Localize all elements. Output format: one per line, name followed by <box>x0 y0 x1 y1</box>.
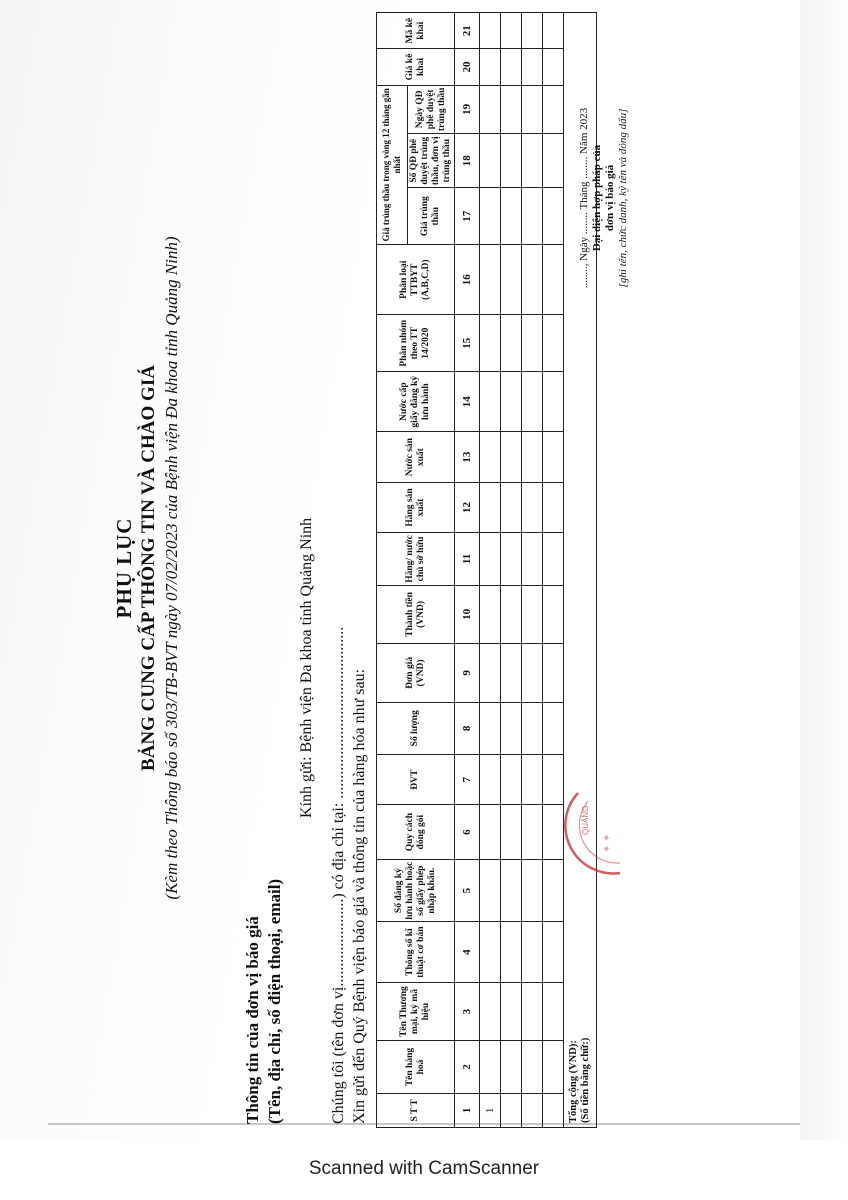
signature-role-1: Đại diện hợp pháp của <box>591 144 603 252</box>
header-cell: Nước sản xuất <box>377 432 455 482</box>
signature-date-line: ........, Ngày ........ Tháng ........ Năm 2023 <box>578 107 590 289</box>
header-cell: Nước cấp giấy đăng ký lưu hành <box>377 371 455 431</box>
column-number: 12 <box>455 482 480 532</box>
header-cell: Giá kê khai <box>377 49 455 85</box>
quotation-table <box>376 12 597 1128</box>
column-number: 11 <box>455 533 480 585</box>
appendix-label: PHỤ LỤC <box>112 517 136 619</box>
document-subtitle: (Kèm theo Thông báo số 303/TB-BVT ngày 07/02/2023 của Bệnh viện Đa khoa tỉnh Quảng Ninh) <box>162 236 181 900</box>
document-heading <box>112 8 182 1128</box>
header-cell: Mã kê khai <box>377 13 455 49</box>
intro-line-1: Chúng tôi (tên đơn vị......................) có địa chỉ tại: ........................................... <box>330 626 347 1124</box>
header-cell: Hãng sản xuất <box>377 482 455 532</box>
column-number: 17 <box>455 188 480 244</box>
table-row <box>522 13 543 1128</box>
group-header-cell: Giá trúng thầu trong vòng 12 tháng gần nhất <box>377 85 408 244</box>
total-words-label: (Số tiền bằng chữ:) <box>580 1037 591 1123</box>
signature-block <box>578 48 630 348</box>
column-number-row <box>455 13 480 1128</box>
column-number: 4 <box>455 922 480 982</box>
header-cell: Phân loại TTBYT (A,B,C,D) <box>377 244 455 315</box>
seller-info <box>242 879 286 1124</box>
column-number: 5 <box>455 859 480 922</box>
column-number: 7 <box>455 755 480 805</box>
intro-line-2: Xin gửi đến Quý Bệnh viện báo giá và thông tin của hàng hóa như sau: <box>351 668 368 1124</box>
header-cell: Ngày QĐ phê duyệt trúng thầu <box>408 85 455 133</box>
column-number: 15 <box>455 315 480 371</box>
header-cell: ĐVT <box>377 755 455 805</box>
header-cell: Phân nhóm theo TT 14/2020 <box>377 315 455 371</box>
header-cell: Tên Thương mại, ký mã hiệu <box>377 982 455 1040</box>
column-number: 13 <box>455 432 480 482</box>
column-number: 21 <box>455 13 480 49</box>
total-label: Tổng cộng (VND): <box>568 1040 579 1123</box>
seller-fields: (Tên, địa chỉ, số điện thoại, email) <box>265 878 284 1124</box>
header-cell: Thông số kĩ thuật cơ bản <box>377 922 455 982</box>
table-row <box>543 13 564 1128</box>
column-number: 14 <box>455 371 480 431</box>
header-cell: Số lượng <box>377 702 455 754</box>
header-cell: Số QĐ phê duyệt trúng thầu, đơn vị trúng thầu <box>408 134 455 188</box>
column-number: 2 <box>455 1041 480 1093</box>
table-row <box>501 13 522 1128</box>
table-header-row <box>377 13 408 1128</box>
signature-note: [ghi tên, chức danh, ký tên và đóng dấu] <box>617 108 629 288</box>
header-cell: Thành tiền (VND) <box>377 585 455 643</box>
column-number: 9 <box>455 644 480 702</box>
column-number: 16 <box>455 244 480 315</box>
camscanner-watermark: Scanned with CamScanner <box>308 1158 540 1179</box>
column-number: 6 <box>455 805 480 859</box>
partial-seal-stamp <box>558 783 628 893</box>
column-number: 8 <box>455 702 480 754</box>
header-cell: Quy cách đóng gói <box>377 805 455 859</box>
svg-text:QUẢNG: QUẢNG <box>581 805 590 835</box>
addressee-line: Kính gửi: Bệnh viện Đa khoa tỉnh Quảng Ninh <box>298 517 315 818</box>
column-number: 1 <box>455 1093 480 1127</box>
document-title: BẢNG CUNG CẤP THÔNG TIN VÀ CHÀO GIÁ <box>138 365 159 771</box>
column-number: 19 <box>455 85 480 133</box>
column-number: 10 <box>455 585 480 643</box>
header-cell: Số đăng ký lưu hành hoặc số giấy phép nhập khẩu. <box>377 859 455 922</box>
seller-heading: Thông tin của đơn vị báo giá <box>243 916 262 1124</box>
table-row <box>480 13 501 1128</box>
row-stt: 1 <box>480 1093 501 1127</box>
svg-text:✶ ✶: ✶ ✶ <box>602 833 613 853</box>
rotated-document-page <box>108 8 708 1128</box>
paper-edge-shadow <box>800 0 848 1140</box>
column-number: 18 <box>455 134 480 188</box>
column-number: 3 <box>455 982 480 1040</box>
header-cell: Tên hàng hoá <box>377 1041 455 1093</box>
header-cell: Hãng/ nước chủ sở hữu <box>377 533 455 585</box>
column-number: 20 <box>455 49 480 85</box>
header-cell: S T T <box>377 1093 455 1127</box>
header-cell: Giá trúng thầu <box>408 188 455 244</box>
header-cell: Đơn giá (VND) <box>377 644 455 702</box>
signature-role-2: đơn vị báo giá <box>604 164 616 232</box>
